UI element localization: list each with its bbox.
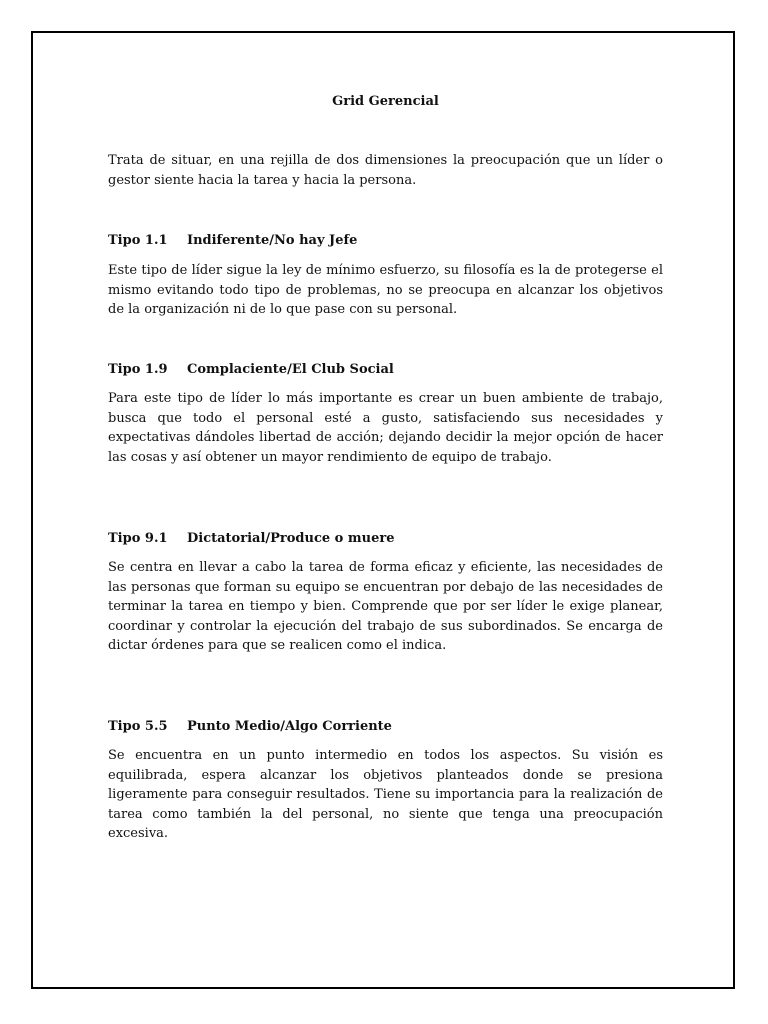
section-heading-5-5 bbox=[108, 717, 392, 737]
document-title: Grid Gerencial bbox=[332, 94, 439, 109]
document-page bbox=[31, 31, 735, 989]
section-name: Indiferente/No hay Jefe bbox=[187, 233, 358, 248]
section-code: Tipo 9.1 bbox=[108, 531, 168, 546]
section-body-1-1: Este tipo de líder sigue la ley de mínimo esfuerzo, su filosofía es la de protegerse el mismo evitando todo tipo de problemas, no se preocupa en alcanzar los objetivos de la organización ni de lo que pase con su personal. bbox=[108, 263, 663, 317]
section-name: Dictatorial/Produce o muere bbox=[187, 531, 395, 546]
section-body-5-5: Se encuentra en un punto intermedio en todos los aspectos. Su visión es equilibrada, espera alcanzar los objetivos planteados donde se presiona ligeramente para conseguir resultados. Tiene su importancia para la realización de tarea como también la del personal, no siente que tenga una preocupación excesiva. bbox=[108, 748, 663, 841]
section-name: Punto Medio/Algo Corriente bbox=[187, 719, 392, 734]
section-code: Tipo 1.1 bbox=[108, 233, 168, 248]
section-body-9-1: Se centra en llevar a cabo la tarea de forma eficaz y eficiente, las necesidades de las personas que forman su equipo se encuentran por debajo de las necesidades de terminar la tarea en tiempo y bien. Comprende que por ser líder le exige planear, coordinar y controlar la ejecución del trabajo de sus subordinados. Se encarga de dictar órdenes para que se realicen como el indica. bbox=[108, 560, 663, 653]
section-body-1-9: Para este tipo de líder lo más importante es crear un buen ambiente de trabajo, busca que todo el personal esté a gusto, satisfaciendo sus necesidades y expectativas dándoles libertad de acción; dejando decidir la mejor opción de hacer las cosas y así obtener un mayor rendimiento de equipo de trabajo. bbox=[108, 391, 663, 465]
section-code: Tipo 1.9 bbox=[108, 362, 168, 377]
section-heading-1-1 bbox=[108, 231, 357, 251]
section-heading-9-1 bbox=[108, 529, 394, 549]
section-name: Complaciente/El Club Social bbox=[187, 362, 394, 377]
section-code: Tipo 5.5 bbox=[108, 719, 168, 734]
intro-paragraph: Trata de situar, en una rejilla de dos dimensiones la preocupación que un líder o gestor siente hacia la tarea y hacia la persona. bbox=[108, 153, 663, 188]
section-heading-1-9 bbox=[108, 360, 394, 380]
